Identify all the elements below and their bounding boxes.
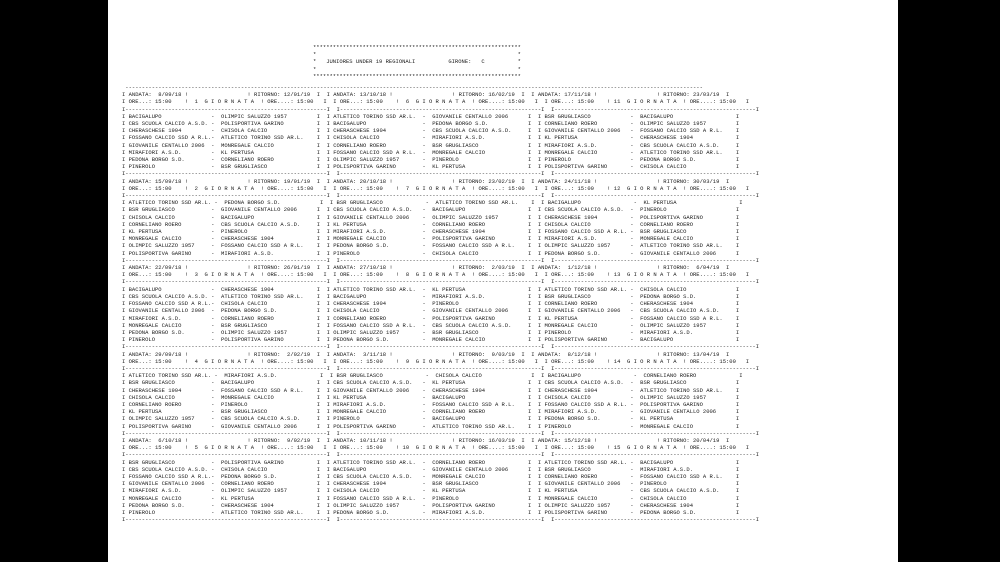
schedule-line: I-------------------------------------------------------------I I-------------------------------------------------------------I I-------------------------------------------------------------I (122, 105, 760, 113)
schedule-line: I CHISOLA CALCIO - MONREGALE CALCIO I I KL PERTUSA - BACIGALUPO I I CHISOLA CALCIO - OLIMPIC SALUZZO 1957 I (122, 393, 740, 401)
schedule-line: I GIOVANILE CENTALLO 2006 - PEDONA BORGO S.D. I I CHISOLA CALCIO - GIOVANILE CENTALLO 2006 I I GIOVANILE CENTALLO 2006 - CBS SCUOLA CALCIO A.S.D. I (122, 307, 740, 315)
schedule-line: I OLIMPIC SALUZZO 1957 - FOSSANO CALCIO SSD A R.L. I I PEDONA BORGO S.D. - FOSSANO CALCIO SSD A R.L. I I OLIMPIC SALUZZO 1957 - ATLETICO TORINO SSD AR.L. I (122, 242, 740, 250)
schedule-line: I FOSSANO CALCIO SSD A R.L.- CHISOLA CALCIO I I CHERASCHESE 1904 - PINEROLO I I CORNELIANO ROERO - CHERASCHESE 1904 I (122, 300, 740, 308)
schedule-line: I-------------------------------------------------------------I I-------------------------------------------------------------I I-------------------------------------------------------------I (122, 256, 760, 264)
schedule-line: I ORE...: 15:00 ! 4 G I O R N A T A ! ORE....: 15:00 I I ORE...: 15:00 ! 9 G I O R N A T A ! ORE....: 15:00 I I ORE...: 15:00 ! 14 G I O R N A T A ! ORE....: 15:00 I (122, 357, 750, 365)
schedule-line: I PINEROLO - ATLETICO TORINO SSD AR.L. I I PEDONA BORGO S.D. - MIRAFIORI A.S.D. I I POLISPORTIVA GARINO - PEDONA BORGO S.D. I (122, 508, 740, 516)
schedule-line: I CORNELIANO ROERO - CBS SCUOLA CALCIO A.S.D. I I KL PERTUSA - CORNELIANO ROERO I I CHISOLA CALCIO - CORNELIANO ROERO I (122, 220, 740, 228)
schedule-line: I KL PERTUSA - PINEROLO I I MIRAFIORI A.S.D. - CHERASCHESE 1904 I I FOSSANO CALCIO SSD A R.L. - BSR GRUGLIASCO I (122, 228, 740, 236)
schedule-line: I ANDATA: 29/09/18 ! ! RITORNO: 2/02/19 I I ANDATA: 3/11/18 ! ! RITORNO: 9/03/19 I I ANDATA: 8/12/18 ! ! RITORNO: 13/04/19 I (122, 350, 730, 358)
schedule-line: I MONREGALE CALCIO - KL PERTUSA I I FOSSANO CALCIO SSD A R.L. - PINEROLO I I MONREGALE CALCIO - CHISOLA CALCIO I (122, 494, 740, 502)
schedule-line: I BACIGALUPO - CHERASCHESE 1904 I I ATLETICO TORINO SSD AR.L. - KL PERTUSA I I ATLETICO TORINO SSD AR.L. - CHISOLA CALCIO I (122, 285, 740, 293)
schedule-grid (122, 84, 759, 523)
schedule-line: I GIOVANILE CENTALLO 2006 - CORNELIANO ROERO I I CHERASCHESE 1904 - BSR GRUGLIASCO I I GIOVANILE CENTALLO 2006 - PINEROLO I (122, 480, 740, 488)
schedule-line: I PEDONA BORGO S.D. - OLIMPIC SALUZZO 1957 I I OLIMPIC SALUZZO 1957 - BSR GRUGLIASCO I I PINEROLO - MIRAFIORI A.S.D. I (122, 328, 740, 336)
schedule-line: I-------------------------------------------------------------I I-------------------------------------------------------------I I-------------------------------------------------------------I (122, 278, 760, 286)
schedule-line: I MONREGALE CALCIO - BSR GRUGLIASCO I I FOSSANO CALCIO SSD A R.L. - CBS SCUOLA CALCIO A.S.D. I I MONREGALE CALCIO - OLIMPIC SALUZZO 1957 I (122, 321, 740, 329)
schedule-line: I CBS SCUOLA CALCIO A.S.D. - POLISPORTIVA GARINO I I BACIGALUPO - PEDONA BORGO S.D. I I CORNELIANO ROERO - OLIMPIC SALUZZO 1957 I (122, 120, 740, 128)
schedule-line: I BSR GRUGLIASCO - BACIGALUPO I I CBS SCUOLA CALCIO A.S.D. - KL PERTUSA I I CBS SCUOLA CALCIO A.S.D. - BSR GRUGLIASCO I (122, 379, 740, 387)
schedule-line: I FOSSANO CALCIO SSD A R.L.- ATLETICO TORINO SSD AR.L. I I CHISOLA CALCIO - MIRAFIORI A.S.D. I I KL PERTUSA - CHERASCHESE 1904 I (122, 134, 740, 142)
schedule-line: I-------------------------------------------------------------I I-------------------------------------------------------------I I-------------------------------------------------------------I (122, 516, 760, 524)
schedule-line: I MIRAFIORI A.S.D. - KL PERTUSA I I FOSSANO CALCIO SSD A R.L. - MONREGALE CALCIO I I MONREGALE CALCIO - ATLETICO TORINO SSD AR.L. I (122, 148, 740, 156)
schedule-line: I POLISPORTIVA GARINO - MIRAFIORI A.S.D. I I PINEROLO - CHISOLA CALCIO I I PEDONA BORGO S.D. - GIOVANILE CENTALLO 2006 I (122, 249, 740, 257)
schedule-line: I CHISOLA CALCIO - BACIGALUPO I I GIOVANILE CENTALLO 2006 - OLIMPIC SALUZZO 1957 I I CHERASCHESE 1904 - POLISPORTIVA GARINO I (122, 213, 740, 221)
schedule-line: I CBS SCUOLA CALCIO A.S.D. - CHISOLA CALCIO I I BACIGALUPO - GIOVANILE CENTALLO 2006 I I BSR GRUGLIASCO - MIRAFIORI A.S.D. I (122, 465, 740, 473)
schedule-line: I ORE...: 15:00 ! 1 G I O R N A T A ! ORE....: 15:00 I I ORE...: 15:00 ! 6 G I O R N A T A ! ORE....: 15:00 I I ORE...: 15:00 ! 11 G I O R N A T A ! ORE....: 15:00 I (122, 98, 750, 106)
header-line: * * (313, 51, 521, 59)
schedule-line: ------------------------------------------------------------------------------------------------------------------------------------------------------------------------------- (122, 84, 703, 91)
schedule-line: I CBS SCUOLA CALCIO A.S.D. - ATLETICO TORINO SSD AR.L. I I BACIGALUPO - MIRAFIORI A.S.D. I I BSR GRUGLIASCO - PEDONA BORGO S.D. I (122, 292, 740, 300)
schedule-line: I MONREGALE CALCIO - CHERASCHESE 1904 I I MONREGALE CALCIO - POLISPORTIVA GARINO I I MIRAFIORI A.S.D. - MONREGALE CALCIO I (122, 235, 740, 243)
schedule-line: I KL PERTUSA - BSR GRUGLIASCO I I MONREGALE CALCIO - CORNELIANO ROERO I I MIRAFIORI A.S.D. - GIOVANILE CENTALLO 2006 I (122, 408, 740, 416)
schedule-line: I ORE...: 15:00 ! 3 G I O R N A T A ! ORE....: 15:00 I I ORE...: 15:00 ! 8 G I O R N A T A ! ORE....: 15:00 I I ORE...: 15:00 ! 13 G I O R N A T A ! ORE....: 15:00 I (122, 271, 750, 279)
schedule-line: I ATLETICO TORINO SSD AR.L. - PEDONA BORGO S.D. I I BSR GRUGLIASCO - ATLETICO TORINO SSD AR.L. I I BACIGALUPO - KL PERTUSA I (122, 199, 743, 207)
title-header-box (313, 44, 521, 80)
schedule-line: I ANDATA: 15/09/18 ! ! RITORNO: 19/01/19 I I ANDATA: 20/10/18 ! ! RITORNO: 23/02/19 I I ANDATA: 24/11/18 ! ! RITORNO: 30/03/19 I (122, 177, 730, 185)
header-line: *************************************************************** (313, 72, 521, 80)
schedule-line: I ANDATA: 6/10/18 ! ! RITORNO: 9/02/19 I I ANDATA: 10/11/18 ! ! RITORNO: 16/03/19 I I ANDATA: 15/12/18 ! ! RITORNO: 20/04/19 I (122, 436, 730, 444)
schedule-line: I-------------------------------------------------------------I I-------------------------------------------------------------I I-------------------------------------------------------------I (122, 451, 760, 459)
schedule-line: I PINEROLO - POLISPORTIVA GARINO I I PEDONA BORGO S.D. - MONREGALE CALCIO I I POLISPORTIVA GARINO - BACIGALUPO I (122, 336, 740, 344)
schedule-line: I ORE...: 15:00 ! 2 G I O R N A T A ! ORE....: 15:00 I I ORE...: 15:00 ! 7 G I O R N A T A ! ORE....: 15:00 I I ORE...: 15:00 ! 12 G I O R N A T A ! ORE....: 15:00 I (122, 184, 750, 192)
header-line: * * (313, 65, 521, 73)
schedule-line: I-------------------------------------------------------------I I-------------------------------------------------------------I I-------------------------------------------------------------I (122, 170, 760, 178)
schedule-line: I MIRAFIORI A.S.D. - CORNELIANO ROERO I I CORNELIANO ROERO - POLISPORTIVA GARINO I I KL PERTUSA - FOSSANO CALCIO SSD A R.L. I (122, 314, 740, 322)
schedule-line: I BSR GRUGLIASCO - POLISPORTIVA GARINO I I ATLETICO TORINO SSD AR.L. - CORNELIANO ROERO I I ATLETICO TORINO SSD AR.L. - BACIGALUPO I (122, 458, 740, 466)
schedule-line: I FOSSANO CALCIO SSD A R.L.- PEDONA BORGO S.D. I I CBS SCUOLA CALCIO A.S.D. - MONREGALE CALCIO I I CORNELIANO ROERO - FOSSANO CALCIO SSD A R.L. I (122, 472, 740, 480)
schedule-line: I ATLETICO TORINO SSD AR.L. - MIRAFIORI A.S.D. I I BSR GRUGLIASCO - CHISOLA CALCIO I I BACIGALUPO - CORNELIANO ROERO I (122, 372, 743, 380)
schedule-line: I-------------------------------------------------------------I I-------------------------------------------------------------I I-------------------------------------------------------------I (122, 429, 760, 437)
schedule-line: I GIOVANILE CENTALLO 2006 - MONREGALE CALCIO I I CORNELIANO ROERO - BSR GRUGLIASCO I I MIRAFIORI A.S.D. - CBS SCUOLA CALCIO A.S.D. I (122, 141, 740, 149)
schedule-line: I-------------------------------------------------------------I I-------------------------------------------------------------I I-------------------------------------------------------------I (122, 364, 760, 372)
schedule-line: I CORNELIANO ROERO - PINEROLO I I MIRAFIORI A.S.D. - FOSSANO CALCIO SSD A R.L. I I FOSSANO CALCIO SSD A R.L. - POLISPORTIVA GARINO I (122, 400, 740, 408)
schedule-line: I CHERASCHESE 1904 - FOSSANO CALCIO SSD A R.L. I I GIOVANILE CENTALLO 2006 - CHERASCHESE 1904 I I CHERASCHESE 1904 - ATLETICO TORINO SSD AR.L. I (122, 386, 740, 394)
schedule-line: I OLIMPIC SALUZZO 1957 - CBS SCUOLA CALCIO A.S.D. I I PINEROLO - BACIGALUPO I I PEDONA BORGO S.D. - KL PERTUSA I (122, 415, 740, 423)
schedule-line: I ANDATA: 8/09/18 ! ! RITORNO: 12/01/19 I I ANDATA: 13/10/18 ! ! RITORNO: 16/02/19 I I ANDATA: 17/11/18 ! ! RITORNO: 23/03/19 I (122, 91, 730, 99)
schedule-line: I PINEROLO - BSR GRUGLIASCO I I POLISPORTIVA GARINO - KL PERTUSA I I POLISPORTIVA GARINO - CHISOLA CALCIO I (122, 163, 740, 171)
document-page (108, 0, 898, 562)
schedule-line: I CHERASCHESE 1904 - CHISOLA CALCIO I I CHERASCHESE 1904 - CBS SCUOLA CALCIO A.S.D. I I GIOVANILE CENTALLO 2006 - FOSSANO CALCIO SSD A R.L. I (122, 127, 740, 135)
schedule-line: I-------------------------------------------------------------I I-------------------------------------------------------------I I-------------------------------------------------------------I (122, 343, 760, 351)
schedule-line: I ANDATA: 22/09/18 ! ! RITORNO: 26/01/19 I I ANDATA: 27/10/18 ! ! RITORNO: 2/03/19 I I ANDATA: 1/12/18 ! ! RITORNO: 6/04/19 I (122, 264, 730, 272)
schedule-line: I PEDONA BORGO S.D. - CHERASCHESE 1904 I I OLIMPIC SALUZZO 1957 - POLISPORTIVA GARINO I I OLIMPIC SALUZZO 1957 - CHERASCHESE 1904 I (122, 501, 740, 509)
header-line: * JUNIORES UNDER 19 REGIONALI GIRONE: C * (313, 58, 521, 66)
schedule-line: I ORE...: 15:00 ! 5 G I O R N A T A ! ORE....: 15:00 I I ORE...: 15:00 ! 10 G I O R N A T A ! ORE....: 15:00 I I ORE...: 15:00 ! 15 G I O R N A T A ! ORE....: 15:00 I (122, 444, 750, 452)
schedule-line: I MIRAFIORI A.S.D. - OLIMPIC SALUZZO 1957 I I CHISOLA CALCIO - KL PERTUSA I I KL PERTUSA - CBS SCUOLA CALCIO A.S.D. I (122, 487, 740, 495)
schedule-line: I BSR GRUGLIASCO - GIOVANILE CENTALLO 2006 I I CBS SCUOLA CALCIO A.S.D. - BACIGALUPO I I CBS SCUOLA CALCIO A.S.D. - PINEROLO I (122, 206, 740, 214)
header-line: *************************************************************** (313, 44, 521, 51)
schedule-line: I POLISPORTIVA GARINO - GIOVANILE CENTALLO 2006 I I POLISPORTIVA GARINO - ATLETICO TORINO SSD AR.L. I I PINEROLO - MONREGALE CALCIO I (122, 422, 740, 430)
schedule-line: I BACIGALUPO - OLIMPIC SALUZZO 1957 I I ATLETICO TORINO SSD AR.L. - GIOVANILE CENTALLO 2006 I I BSR GRUGLIASCO - BACIGALUPO I (122, 112, 740, 120)
schedule-line: I-------------------------------------------------------------I I-------------------------------------------------------------I I-------------------------------------------------------------I (122, 192, 760, 200)
schedule-line: I PEDONA BORGO S.D. - CORNELIANO ROERO I I OLIMPIC SALUZZO 1957 - PINEROLO I I PINEROLO - PEDONA BORGO S.D. I (122, 156, 740, 164)
